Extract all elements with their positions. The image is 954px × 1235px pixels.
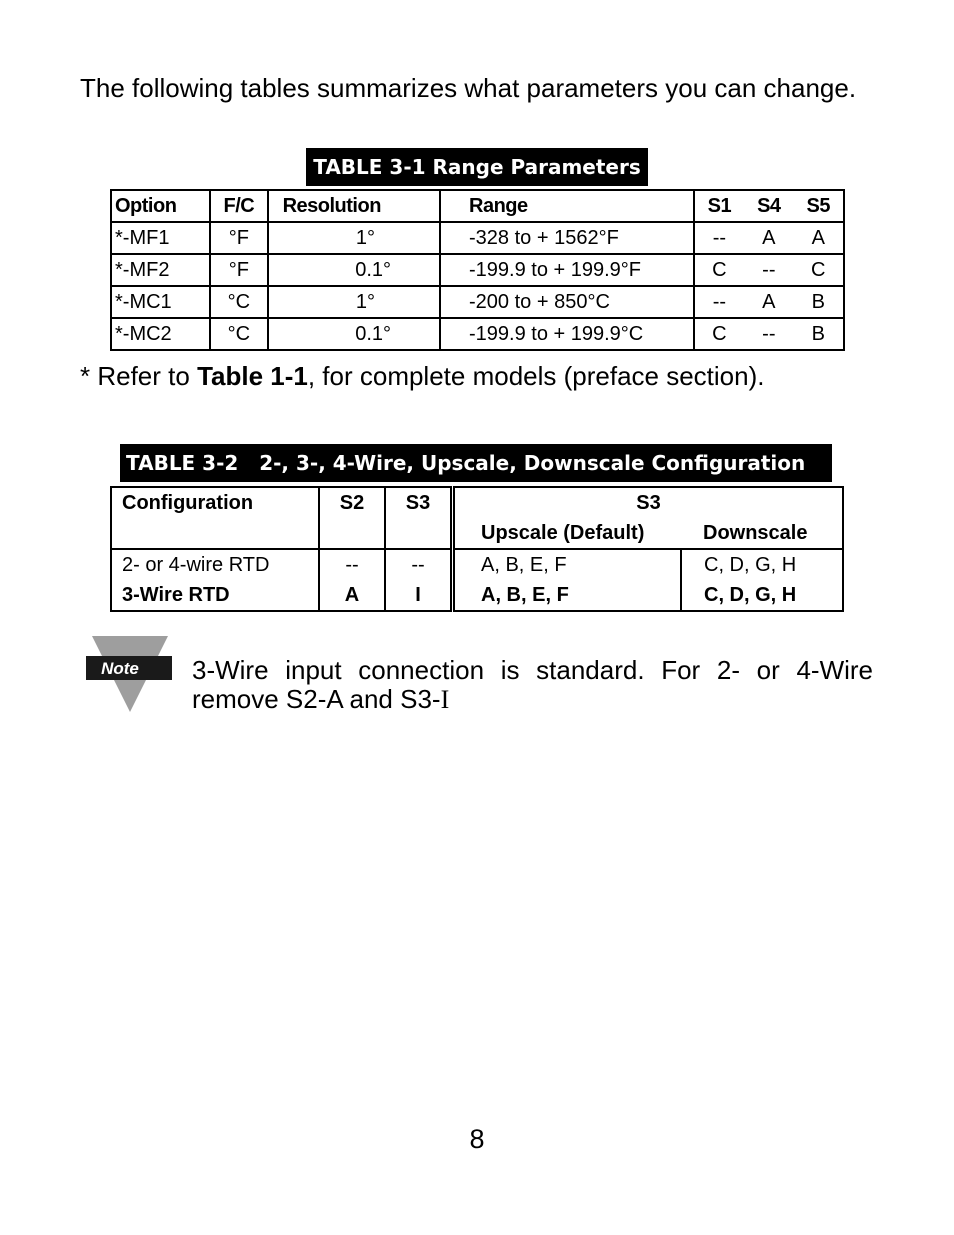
cell-fc: °F — [210, 254, 267, 286]
header-fc: F/C — [210, 190, 267, 222]
empty-cell — [385, 518, 453, 549]
cell-s5: A — [794, 222, 844, 254]
footnote — [80, 361, 764, 391]
cell-option: *-MC2 — [115, 322, 172, 345]
empty-cell — [111, 518, 319, 549]
cell-downscale: C, D, G, H — [681, 580, 843, 611]
cell-s1: -- — [694, 222, 744, 254]
cell-resolution: 0.1° — [268, 254, 440, 286]
footnote-prefix: * Refer to — [80, 361, 198, 391]
cell-resolution: 0.1° — [268, 318, 440, 350]
cell-range: -199.9 to + 199.9°C — [440, 318, 694, 350]
cell-s2: A — [319, 580, 385, 611]
header-downscale: Downscale — [703, 521, 808, 544]
header-s5: S5 — [794, 190, 844, 222]
header-configuration: Configuration — [122, 491, 254, 514]
table-row — [111, 254, 844, 286]
cell-s2: -- — [319, 549, 385, 580]
range-parameters-table — [110, 189, 845, 351]
cell-s1: -- — [694, 286, 744, 318]
header-s2: S2 — [319, 487, 385, 518]
cell-s5: B — [794, 286, 844, 318]
cell-s3: I — [385, 580, 453, 611]
intro-paragraph: The following tables summarizes what parameters you can change. — [80, 73, 857, 103]
page-number: 8 — [469, 1124, 485, 1154]
table-row — [111, 549, 843, 580]
cell-range: -200 to + 850°C — [440, 286, 694, 318]
table-3-2-caption: TABLE 3-2 2-, 3-, 4-Wire, Upscale, Downscale Configuration — [120, 444, 832, 482]
cell-s1: C — [694, 318, 744, 350]
header-resolution: Resolution — [268, 190, 440, 222]
header-s1: S1 — [694, 190, 744, 222]
cell-fc: °C — [210, 286, 267, 318]
cell-fc: °F — [210, 222, 267, 254]
wire-configuration-table — [110, 486, 844, 612]
footnote-suffix: , for complete models (preface section). — [307, 361, 765, 391]
header-s3-group: S3 — [453, 487, 844, 518]
cell-option: *-MF2 — [111, 254, 210, 286]
cell-s5: B — [811, 322, 825, 345]
header-upscale: Upscale (Default) — [453, 518, 682, 549]
cell-s4: A — [744, 286, 793, 318]
header-s3: S3 — [385, 487, 453, 518]
table-row — [111, 286, 844, 318]
cell-upscale: A, B, E, F — [453, 549, 682, 580]
cell-s5: C — [794, 254, 844, 286]
table-subheader-row — [111, 518, 843, 549]
cell-resolution: 1° — [268, 286, 440, 318]
table-header-row — [111, 190, 844, 222]
cell-s3: -- — [385, 549, 453, 580]
note-icon — [86, 636, 176, 716]
table-row — [111, 580, 843, 611]
header-option: Option — [111, 190, 210, 222]
cell-range: -199.9 to + 199.9°F — [440, 254, 694, 286]
cell-s1: C — [694, 254, 744, 286]
empty-cell — [319, 518, 385, 549]
note-icon-label: Note — [101, 659, 139, 678]
cell-resolution: 1° — [268, 222, 440, 254]
cell-s4: A — [744, 222, 793, 254]
header-range: Range — [440, 190, 694, 222]
table-header-row — [111, 487, 843, 518]
note-body: 3-Wire input connection is standard. For 2- or 4-Wire remove S2-A and S3- — [192, 655, 873, 714]
cell-configuration: 2- or 4-wire RTD — [111, 549, 319, 580]
footnote-table-reference: Table 1-1 — [197, 361, 308, 391]
cell-s4: -- — [762, 322, 776, 345]
cell-range: -328 to + 1562°F — [440, 222, 694, 254]
cell-fc: °C — [210, 318, 267, 350]
table-row — [111, 222, 844, 254]
cell-option: *-MC1 — [111, 286, 210, 318]
table-row — [111, 318, 844, 350]
cell-downscale: C, D, G, H — [681, 549, 843, 580]
cell-option: *-MF1 — [111, 222, 210, 254]
note-text — [192, 656, 873, 714]
header-s4: S4 — [744, 190, 793, 222]
cell-s4: -- — [744, 254, 793, 286]
cell-upscale: A, B, E, F — [453, 580, 682, 611]
note-last-char: I — [440, 685, 450, 714]
table-3-1-caption: TABLE 3-1 Range Parameters — [306, 148, 648, 186]
cell-configuration: 3-Wire RTD — [122, 583, 230, 606]
